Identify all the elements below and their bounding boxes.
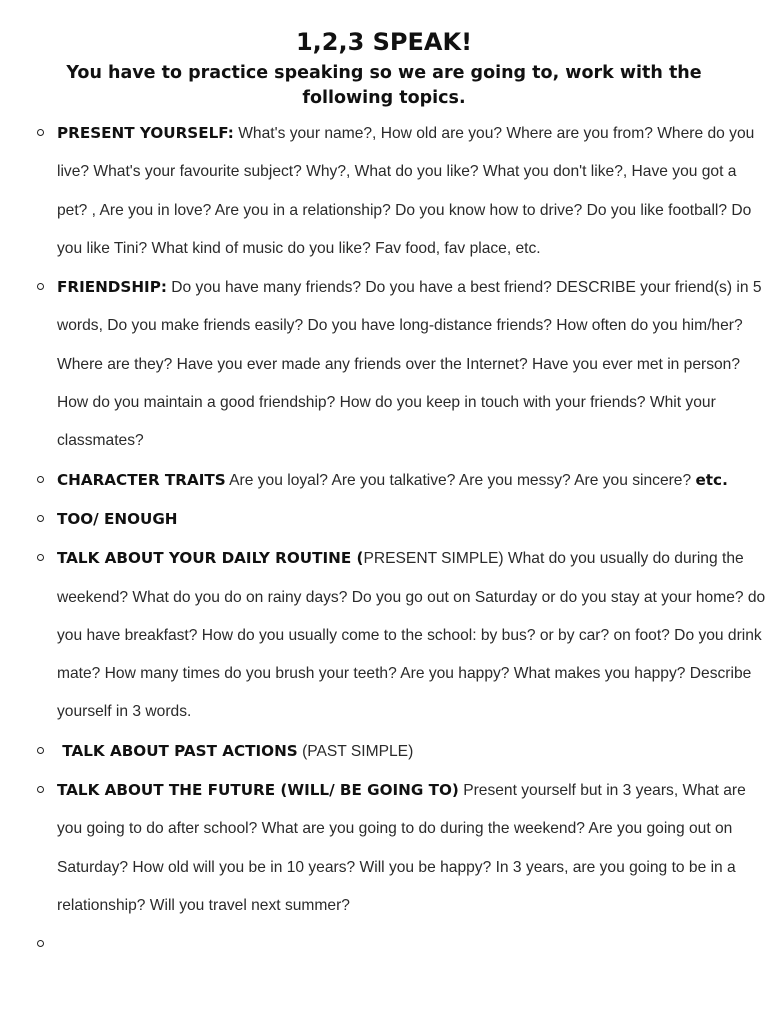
topic-text: PRESENT SIMPLE) What do you usually do during the weekend? What do you do on rainy days? Do you go out on Saturday or do you stay at your home? do you have breakfast? How do you usually come to the school: by bus? or by car? on foot? Do you drink mate? How many times do you brush your teeth? Are you happy? What makes you happy? Describe yourself in 3 words.	[57, 550, 766, 721]
bullet-icon	[37, 283, 44, 290]
topic-tail: etc.	[695, 470, 728, 489]
topic-text: Present yourself but in 3 years, What are you going to do after school? What are you going to do during the weekend? Are you going out on Saturday? How old will you be in 10 years? Will you be happy? In 3 years, are you going to be in a relationship? Will you travel next summer?	[57, 782, 746, 914]
page-subtitle: You have to practice speaking so we are going to, work with the following topics.	[66, 63, 702, 108]
topic-list	[0, 114, 768, 964]
topic-future	[0, 771, 768, 925]
topic-present-yourself	[0, 114, 768, 268]
bullet-icon	[37, 786, 44, 793]
topic-label: TALK ABOUT THE FUTURE (WILL/ BE GOING TO)	[57, 781, 459, 800]
topic-past-actions	[0, 732, 768, 771]
bullet-icon	[37, 747, 44, 754]
topic-empty	[0, 925, 768, 963]
bullet-icon	[37, 940, 44, 947]
page-title: 1,2,3 SPEAK!	[295, 28, 473, 56]
bullet-icon	[37, 515, 44, 522]
topic-label: TALK ABOUT YOUR DAILY ROUTINE (	[57, 549, 364, 568]
topic-daily-routine	[0, 539, 768, 731]
topic-label: PRESENT YOURSELF:	[57, 124, 234, 142]
topic-friendship	[0, 268, 768, 460]
topic-text: Do you have many friends? Do you have a best friend? DESCRIBE your friend(s) in 5 words, Do you make friends easily? Do you have long-distance friends? How often do you him/her? Where are they? Have you ever made any friends over the Internet? Have you ever met in person? How do you maintain a good friendship? How do you keep in touch with your friends? Whit your classmates?	[57, 279, 762, 450]
topic-text: What's your name?, How old are you? Where are you from? Where do you live? What's your favourite subject? Why?, What do you like? What you don't like?, Have you got a pet? , Are you in love? Are you in a relationship? Do you know how to drive? Do you like football? Do you like Tini? What kind of music do you like? Fav food, fav place, etc.	[57, 125, 755, 257]
topic-label: TALK ABOUT PAST ACTIONS	[57, 741, 298, 760]
topic-label: TOO/ ENOUGH	[57, 509, 178, 528]
topic-text: (PAST SIMPLE)	[297, 742, 414, 760]
topic-character-traits	[0, 461, 768, 500]
topic-text: Are you loyal? Are you talkative? Are you messy? Are you sincere?	[225, 471, 696, 489]
topic-label: FRIENDSHIP:	[57, 278, 167, 297]
topic-too-enough	[0, 500, 768, 539]
bullet-icon	[37, 129, 44, 136]
topic-label: CHARACTER TRAITS	[57, 470, 226, 489]
bullet-icon	[37, 554, 44, 561]
bullet-icon	[37, 476, 44, 483]
